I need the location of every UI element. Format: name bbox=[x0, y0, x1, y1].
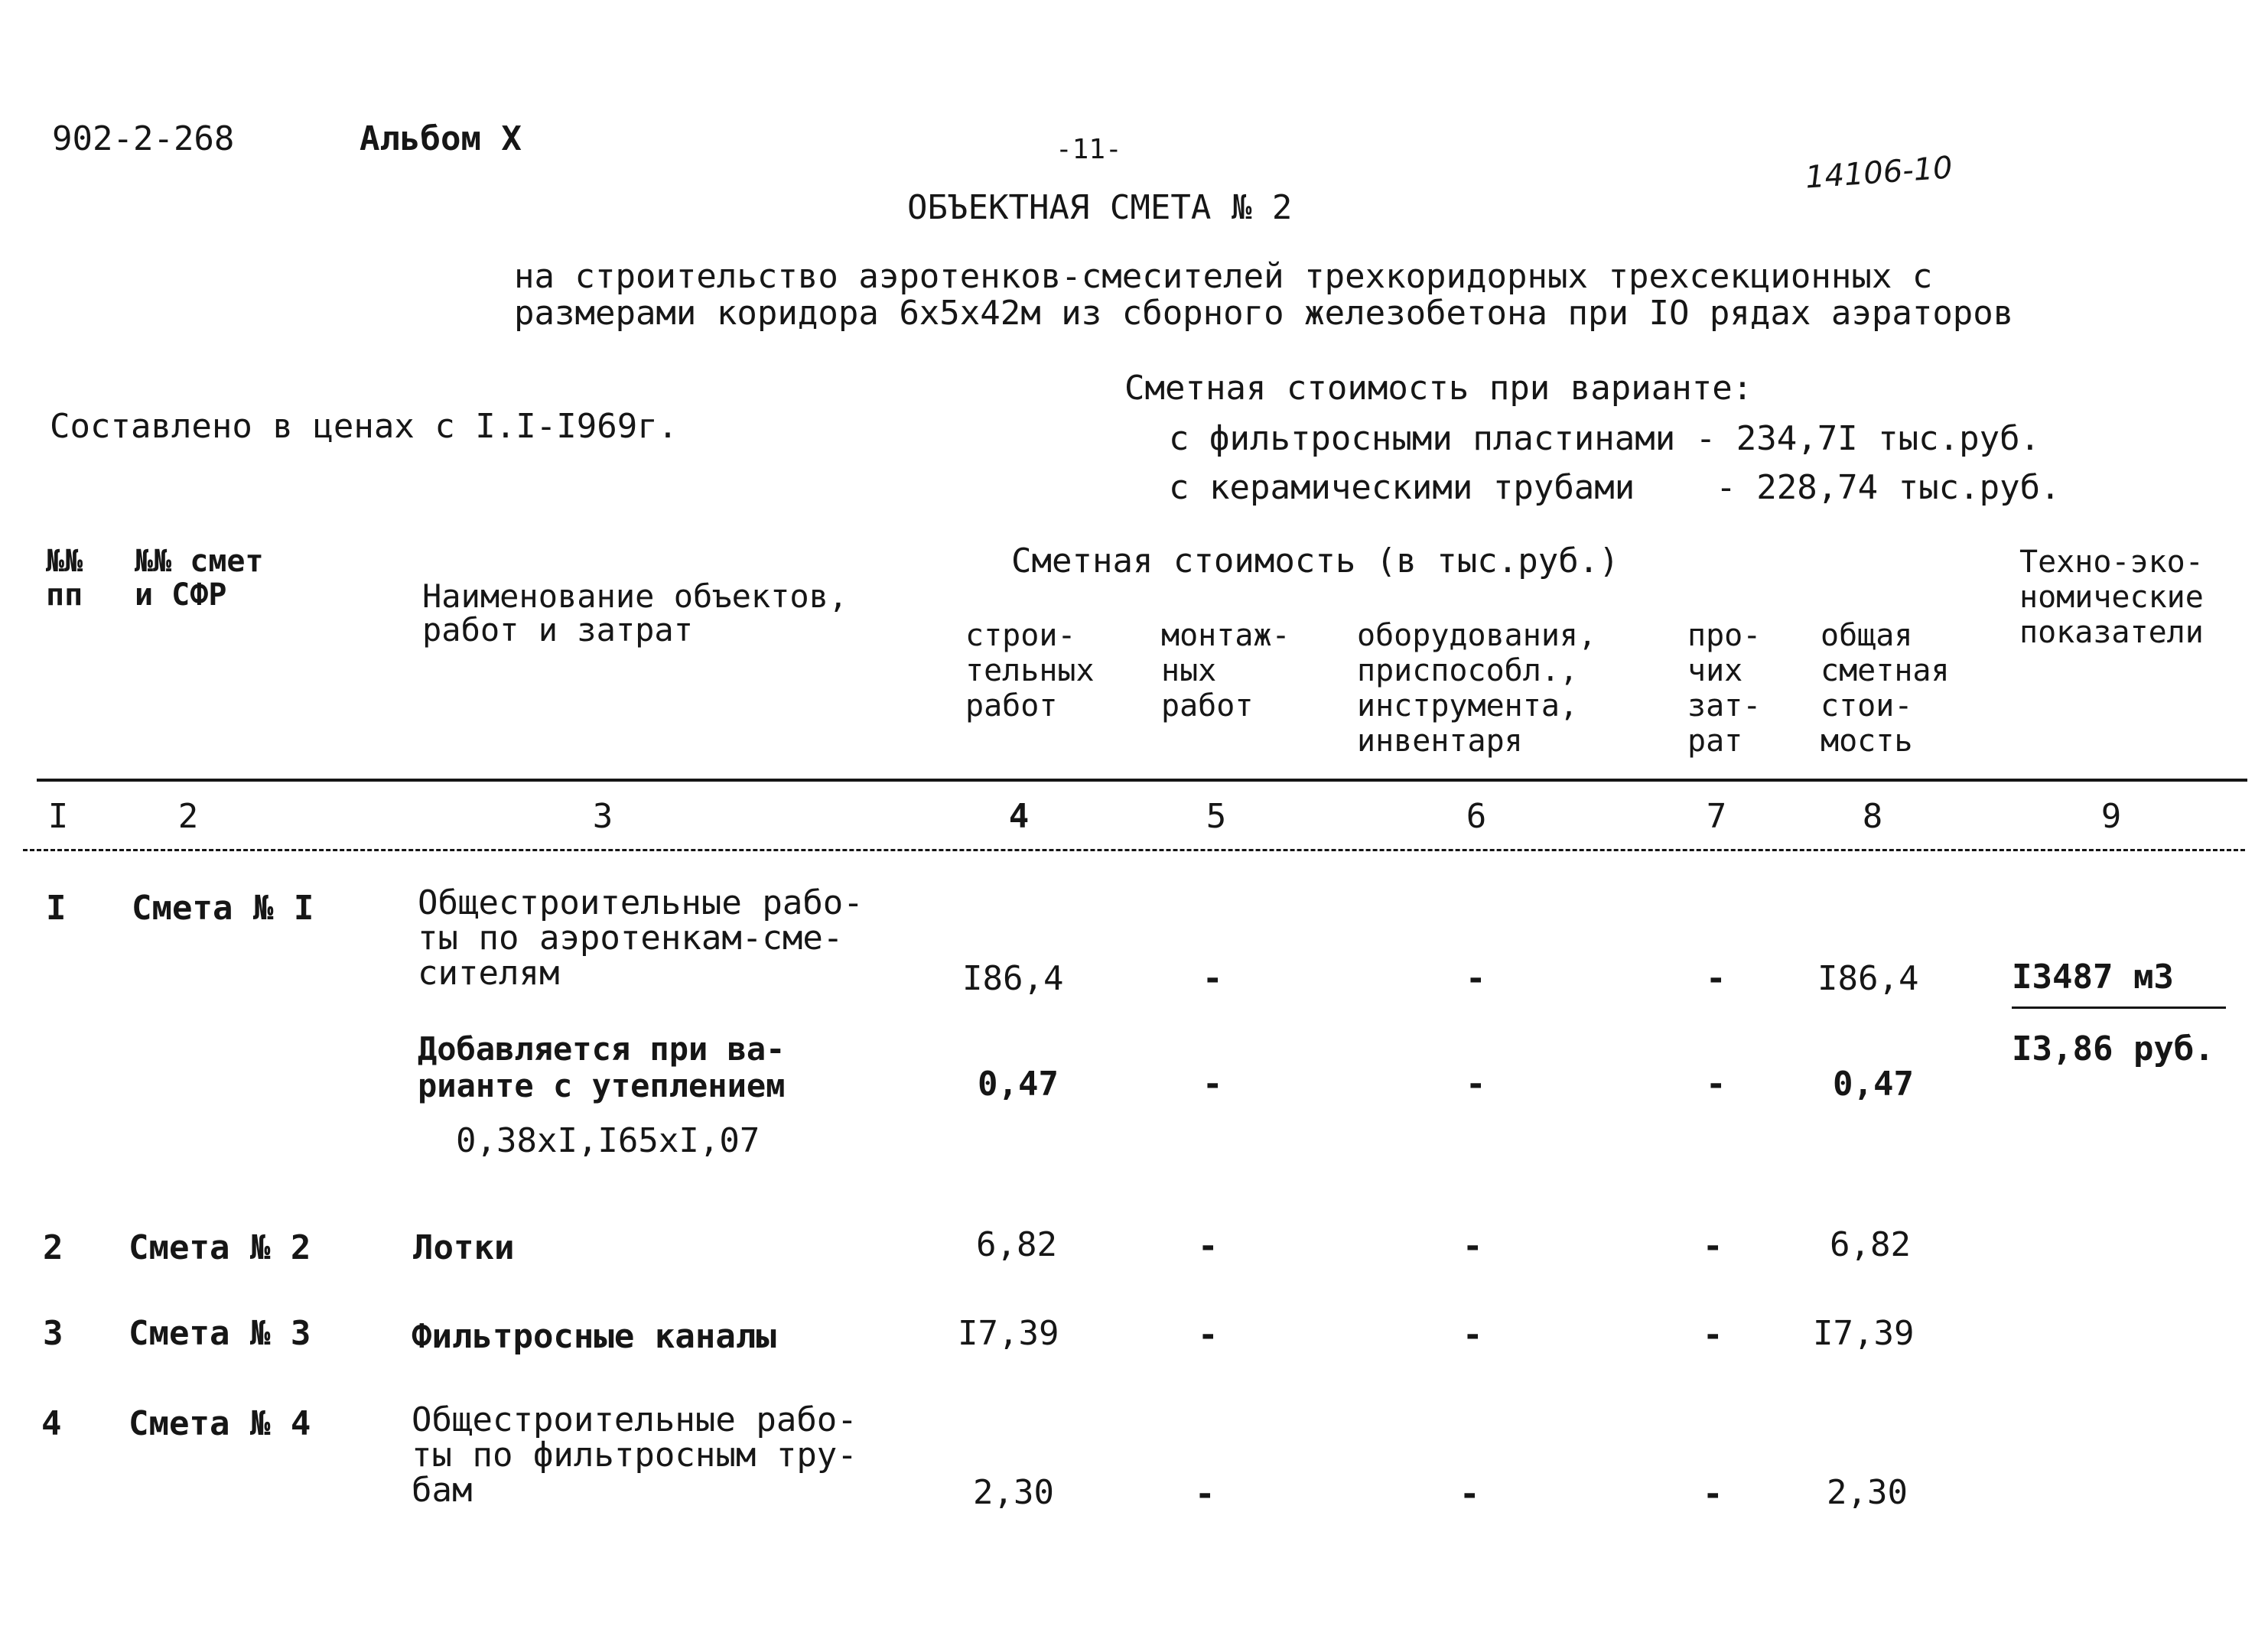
row-smeta: Смета № I bbox=[132, 889, 314, 928]
row-total-cost: 6,82 bbox=[1830, 1225, 1911, 1264]
document-title: ОБЪЕКТНАЯ СМЕТА № 2 bbox=[907, 188, 1293, 227]
cost-variant-2: с керамическими трубами - 228,74 тыс.руб. bbox=[1169, 468, 2061, 507]
col-number-6: 6 bbox=[1466, 797, 1487, 836]
row-build-cost: I86,4 bbox=[962, 959, 1064, 998]
row-mount-cost: - bbox=[1198, 1227, 1219, 1266]
col-header-equipment: оборудования, приспособл., инструмента, инвентаря bbox=[1357, 618, 1597, 759]
row-smeta: Смета № 2 bbox=[129, 1228, 311, 1267]
page-number: -11- bbox=[1056, 134, 1122, 165]
row-equipment-cost: - bbox=[1466, 959, 1486, 998]
album-label: Альбом X bbox=[360, 119, 522, 158]
tech-fraction-line bbox=[2012, 1006, 2226, 1009]
row-other-cost: - bbox=[1703, 1475, 1723, 1514]
row-name: Общестроительные рабо- ты по аэротенкам-сме- сителям bbox=[418, 883, 864, 993]
row-addition-name: Добавляется при ва- рианте с утеплением bbox=[418, 1030, 786, 1104]
row-number: 3 bbox=[43, 1314, 63, 1353]
row-smeta: Смета № 3 bbox=[129, 1314, 311, 1353]
row-addition-formula: 0,38xI,I65xI,07 bbox=[456, 1121, 760, 1160]
row-number: 2 bbox=[43, 1228, 63, 1267]
column-number-rule bbox=[23, 849, 2245, 851]
tech-volume: I3487 м3 bbox=[2012, 958, 2174, 997]
col-number-1: I bbox=[47, 797, 69, 836]
row-smeta: Смета № 4 bbox=[129, 1404, 311, 1443]
row-build-cost: 0,47 bbox=[978, 1065, 1059, 1104]
header-rule bbox=[37, 779, 2247, 782]
row-name: Фильтросные каналы bbox=[412, 1317, 776, 1356]
row-mount-cost: - bbox=[1202, 1065, 1223, 1104]
row-number: I bbox=[46, 889, 67, 928]
subtitle-line-1: на строительство аэротенков-смесителей трехкоридорных трехсекционных с bbox=[514, 257, 1933, 296]
col-number-7: 7 bbox=[1706, 797, 1727, 836]
col-header-number: №№ пп bbox=[46, 544, 83, 613]
col-header-build: строи- тельных работ bbox=[965, 618, 1095, 724]
row-build-cost: I7,39 bbox=[958, 1314, 1059, 1353]
row-number: 4 bbox=[41, 1404, 62, 1443]
subtitle-line-2: размерами коридора 6х5х42м из сборного железобетона при IO рядах аэраторов bbox=[514, 294, 2014, 333]
tech-unit-cost: I3,86 руб. bbox=[2012, 1029, 2214, 1068]
row-equipment-cost: - bbox=[1459, 1475, 1480, 1514]
cost-caption: Сметная стоимость при варианте: bbox=[1124, 369, 1753, 408]
row-total-cost: 2,30 bbox=[1827, 1473, 1908, 1512]
row-mount-cost: - bbox=[1195, 1475, 1215, 1514]
col-number-4: 4 bbox=[1008, 797, 1030, 836]
row-total-cost: I7,39 bbox=[1813, 1314, 1915, 1353]
row-other-cost: - bbox=[1703, 1227, 1723, 1266]
cost-variant-1: с фильтросными пластинами - 234,7I тыс.руб. bbox=[1169, 419, 2041, 458]
row-mount-cost: - bbox=[1202, 959, 1223, 998]
row-total-cost: I86,4 bbox=[1817, 959, 1919, 998]
row-other-cost: - bbox=[1703, 1315, 1723, 1354]
row-other-cost: - bbox=[1706, 1065, 1726, 1104]
col-header-other: про- чих зат- рат bbox=[1687, 618, 1762, 759]
row-build-cost: 6,82 bbox=[976, 1225, 1057, 1264]
col-header-smeta: №№ смет и СФР bbox=[135, 544, 264, 613]
prices-basis: Составлено в ценах с I.I-I969г. bbox=[50, 407, 678, 446]
row-name: Общестроительные рабо- ты по фильтросным тру- бам bbox=[412, 1400, 857, 1510]
row-total-cost: 0,47 bbox=[1833, 1065, 1914, 1104]
col-header-total: общая сметная стои- мость bbox=[1821, 618, 1950, 759]
row-equipment-cost: - bbox=[1466, 1065, 1486, 1104]
col-header-name: Наименование объектов, работ и затрат bbox=[422, 577, 848, 649]
row-other-cost: - bbox=[1706, 959, 1726, 998]
document-code: 902-2-268 bbox=[52, 119, 235, 158]
row-build-cost: 2,30 bbox=[973, 1473, 1054, 1512]
archive-number: 14106-10 bbox=[1804, 150, 1954, 196]
col-number-2: 2 bbox=[177, 797, 199, 836]
col-header-tech: Техно-эко- номические показатели bbox=[2019, 545, 2204, 650]
row-equipment-cost: - bbox=[1463, 1227, 1483, 1266]
col-number-9: 9 bbox=[2100, 797, 2122, 836]
col-header-group: Сметная стоимость (в тыс.руб.) bbox=[1011, 541, 1619, 580]
col-number-3: 3 bbox=[592, 797, 613, 836]
row-equipment-cost: - bbox=[1463, 1315, 1483, 1354]
col-number-5: 5 bbox=[1206, 797, 1227, 836]
row-mount-cost: - bbox=[1198, 1315, 1219, 1354]
row-name: Лотки bbox=[413, 1228, 515, 1267]
col-header-mount: монтаж- ных работ bbox=[1161, 618, 1290, 724]
col-number-8: 8 bbox=[1862, 797, 1883, 836]
